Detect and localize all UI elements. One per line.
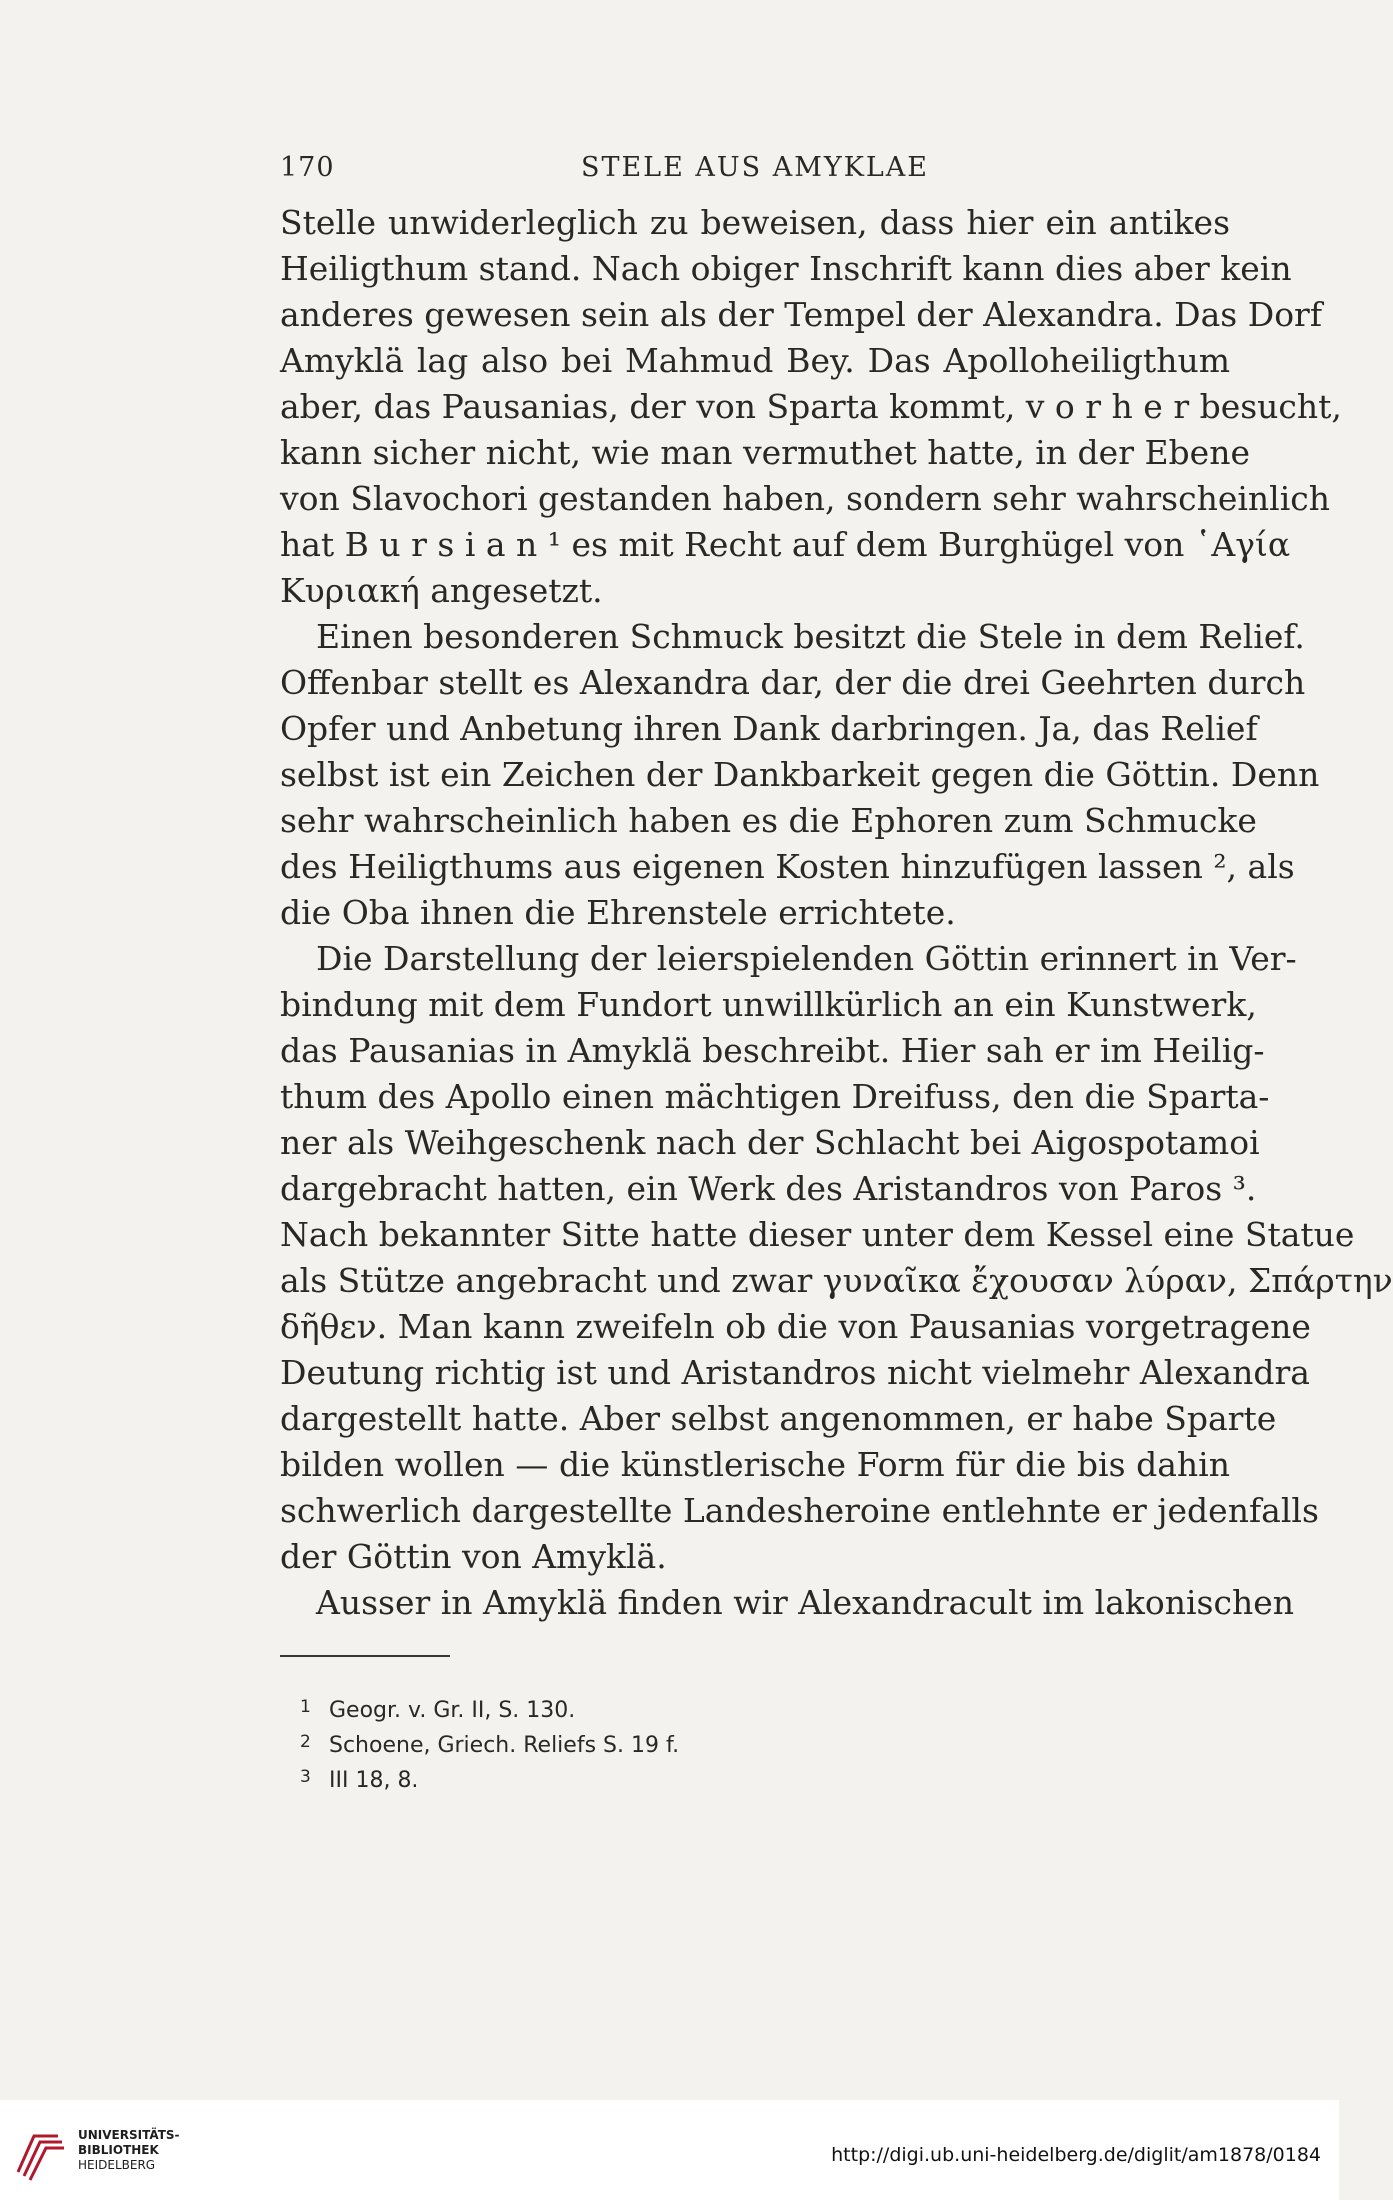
footnote-text: III 18, 8. [329, 1768, 419, 1793]
text-line: kann sicher nicht, wie man vermuthet hatte, in der Ebene [280, 433, 1250, 472]
text-line: Einen besonderen Schmuck besitzt die Stele in dem Relief. [316, 617, 1305, 656]
library-name-line: BIBLIOTHEK [78, 2143, 159, 2157]
footnotes [300, 1693, 900, 1798]
text-line: δῆθεν. Man kann zweifeln ob die von Pausanias vorgetragene [280, 1307, 1311, 1346]
text-line: als Stütze angebracht und zwar γυναῖκα ἔχουσαν λύραν, Σπάρτην [280, 1261, 1393, 1300]
text-line: Heiligthum stand. Nach obiger Inschrift kann dies aber kein [280, 249, 1292, 288]
text-line: schwerlich dargestellte Landesheroine entlehnte er jedenfalls [280, 1491, 1319, 1530]
text-line: Deutung richtig ist und Aristandros nicht vielmehr Alexandra [280, 1353, 1310, 1392]
footnote-text: Schoene, Griech. Reliefs S. 19 f. [329, 1733, 680, 1758]
digitization-footer [0, 2100, 1339, 2200]
permalink-url[interactable]: http://digi.ub.uni-heidelberg.de/diglit/am1878/0184 [831, 2144, 1321, 2166]
text-line: das Pausanias in Amyklä beschreibt. Hier sah er im Heilig- [280, 1031, 1265, 1070]
text-line: dargestellt hatte. Aber selbst angenommen, er habe Sparte [280, 1399, 1277, 1438]
footnote-divider [280, 1655, 450, 1657]
footnote [300, 1763, 900, 1798]
text-line: Κυριακή angesetzt. [280, 571, 603, 610]
body-text [280, 200, 1393, 1626]
text-line: thum des Apollo einen mächtigen Dreifuss, den die Sparta- [280, 1077, 1270, 1116]
text-line: hat B u r s i a n ¹ es mit Recht auf dem Burghügel von ῾Αγία [280, 525, 1291, 564]
footnote-text: Geogr. v. Gr. II, S. 130. [329, 1698, 576, 1723]
running-head [280, 152, 1230, 192]
footnote [300, 1728, 900, 1763]
text-line: Amyklä lag also bei Mahmud Bey. Das Apolloheiligthum [280, 341, 1230, 380]
library-name-line: HEIDELBERG [78, 2158, 156, 2172]
text-line: die Oba ihnen die Ehrenstele errichtete. [280, 893, 956, 932]
footnote-mark: 1 [300, 1697, 311, 1717]
text-line: ner als Weihgeschenk nach der Schlacht bei Aigospotamoi [280, 1123, 1260, 1162]
library-name [78, 2128, 180, 2173]
running-title: STELE AUS AMYKLAE [580, 152, 930, 183]
text-line: aber, das Pausanias, der von Sparta kommt, v o r h e r besucht, [280, 387, 1342, 426]
text-line: Stelle unwiderleglich zu beweisen, dass hier ein antikes [280, 203, 1230, 242]
footnote-mark: 3 [300, 1767, 311, 1787]
text-line: bindung mit dem Fundort unwillkürlich an ein Kunstwerk, [280, 985, 1257, 1024]
library-name-line: UNIVERSITÄTS- [78, 2128, 180, 2142]
text-line: Die Darstellung der leierspielenden Göttin erinnert in Ver- [316, 939, 1297, 978]
text-line: Offenbar stellt es Alexandra dar, der die drei Geehrten durch [280, 663, 1306, 702]
text-line: Ausser in Amyklä finden wir Alexandracult im lakonischen [316, 1583, 1295, 1622]
text-line: Opfer und Anbetung ihren Dank darbringen. Ja, das Relief [280, 709, 1258, 748]
text-line: von Slavochori gestanden haben, sondern sehr wahrscheinlich [280, 479, 1331, 518]
footnote-mark: 2 [300, 1732, 311, 1752]
text-line: sehr wahrscheinlich haben es die Ephoren zum Schmucke [280, 801, 1257, 840]
page-number: 170 [280, 152, 335, 183]
footnote [300, 1693, 900, 1728]
text-line: des Heiligthums aus eigenen Kosten hinzufügen lassen ², als [280, 847, 1295, 886]
text-line: selbst ist ein Zeichen der Dankbarkeit gegen die Göttin. Denn [280, 755, 1320, 794]
library-logo-icon [14, 2124, 66, 2180]
text-line: der Göttin von Amyklä. [280, 1537, 667, 1576]
text-line: bilden wollen — die künstlerische Form für die bis dahin [280, 1445, 1230, 1484]
text-line: dargebracht hatten, ein Werk des Aristandros von Paros ³. [280, 1169, 1257, 1208]
text-line: Nach bekannter Sitte hatte dieser unter dem Kessel eine Statue [280, 1215, 1355, 1254]
text-line: anderes gewesen sein als der Tempel der Alexandra. Das Dorf [280, 295, 1323, 334]
